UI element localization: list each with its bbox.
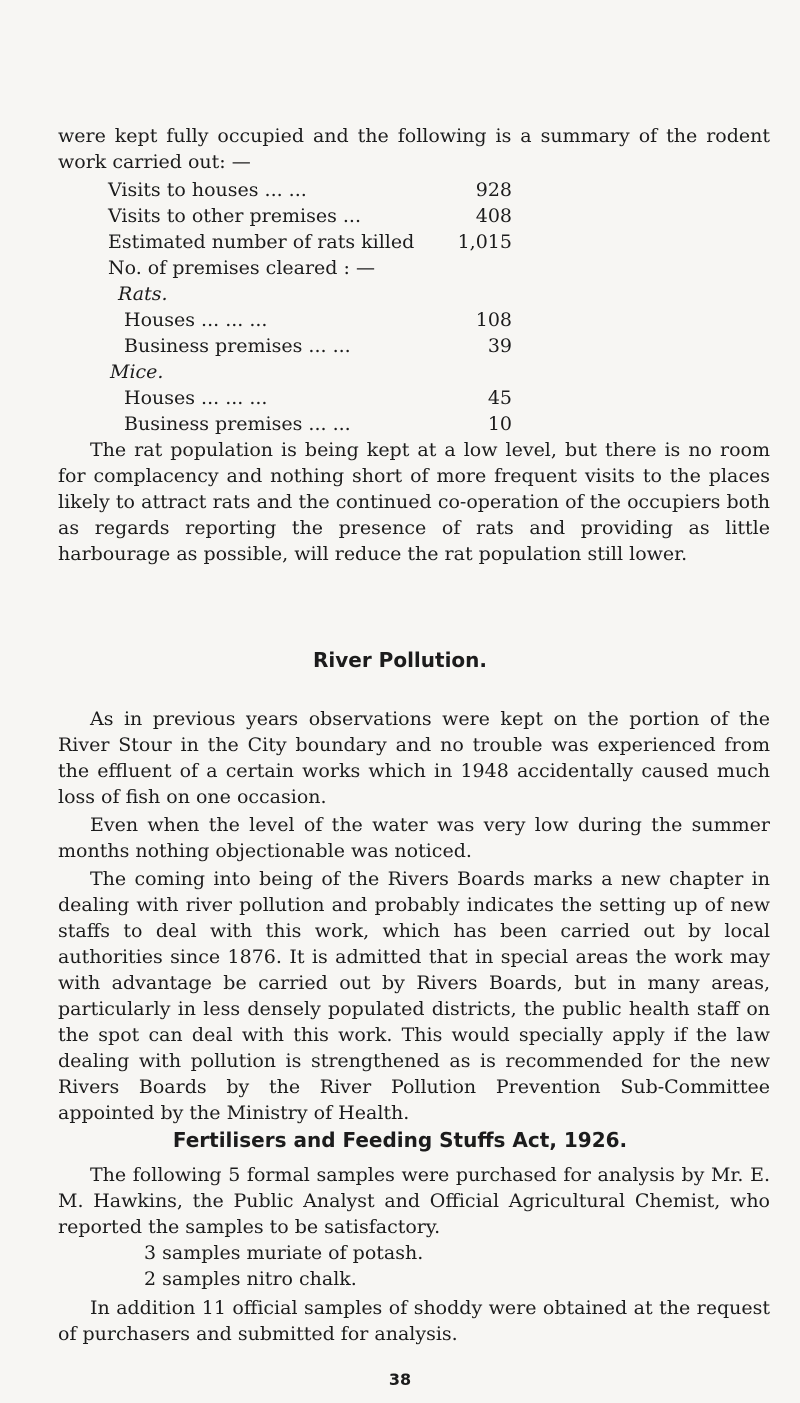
sample-line: 3 samples muriate of potash. — [144, 1242, 424, 1264]
summary-row-label: No. of premises cleared : — — [108, 257, 375, 279]
rats-category-label: Rats. — [118, 283, 168, 305]
summary-row-label: Visits to houses ... ... — [108, 179, 307, 201]
rodent-paragraph: The rat population is being kept at a low level, but there is no room for complacency and nothing short of more frequent visits to the places likely to attract rats and the continued co-operation of the occupiers both as regards reporting the presence of rats and providing as little harbourage as possible, will reduce the rat population still lower. — [58, 439, 770, 565]
summary-row-value: 10 — [487, 413, 512, 435]
summary-row-value: 928 — [475, 179, 512, 201]
summary-row-value: 408 — [475, 205, 512, 227]
summary-row-label: Estimated number of rats killed — [108, 231, 415, 253]
river-pollution-heading: River Pollution. — [312, 648, 488, 672]
summary-row-value: 45 — [487, 387, 512, 409]
river-paragraph: Even when the level of the water was very low during the summer months nothing objectionable was noticed. — [58, 814, 770, 862]
mice-category-label: Mice. — [110, 361, 164, 383]
page-number: 38 — [388, 1370, 412, 1389]
summary-row-label: Business premises ... ... — [124, 335, 351, 357]
summary-row-value: 108 — [475, 309, 512, 331]
summary-row-value: 39 — [487, 335, 512, 357]
summary-row-label: Houses ... ... ... — [124, 387, 268, 409]
fertilisers-paragraph: The following 5 formal samples were purchased for analysis by Mr. E. M. Hawkins, the Public Analyst and Official Agricultural Chemist, who reported the samples to be satisfactory. — [58, 1164, 770, 1238]
river-paragraph: As in previous years observations were kept on the portion of the River Stour in the City boundary and no trouble was experienced from the effluent of a certain works which in 1948 accidentally caused much loss of fish on one occasion. — [58, 708, 770, 808]
fertilisers-heading: Fertilisers and Feeding Stuffs Act, 1926. — [172, 1128, 628, 1152]
fertilisers-paragraph: In addition 11 official samples of shoddy were obtained at the request of purchasers and submitted for analysis. — [58, 1297, 770, 1345]
sample-line: 2 samples nitro chalk. — [144, 1268, 357, 1290]
summary-row-label: Visits to other premises ... — [108, 205, 361, 227]
summary-row-label: Houses ... ... ... — [124, 309, 268, 331]
summary-row-label: Business premises ... ... — [124, 413, 351, 435]
intro-paragraph: were kept fully occupied and the following is a summary of the rodent work carried out: — — [58, 125, 770, 173]
river-paragraph: The coming into being of the Rivers Boards marks a new chapter in dealing with river pollution and probably indicates the setting up of new staffs to deal with this work, which has been carried out by local authorities since 1876. It is admitted that in special areas the work may with advantage be carried out by Rivers Boards, but in many areas, particularly in less densely populated districts, the public health staff on the spot can deal with this work. This would specially apply if the law dealing with pollution is strengthened as is recommended for the new Rivers Boards by the River Pollution Prevention Sub-Committee appointed by the Ministry of Health. — [58, 868, 770, 1124]
summary-row-value: 1,015 — [457, 231, 512, 253]
